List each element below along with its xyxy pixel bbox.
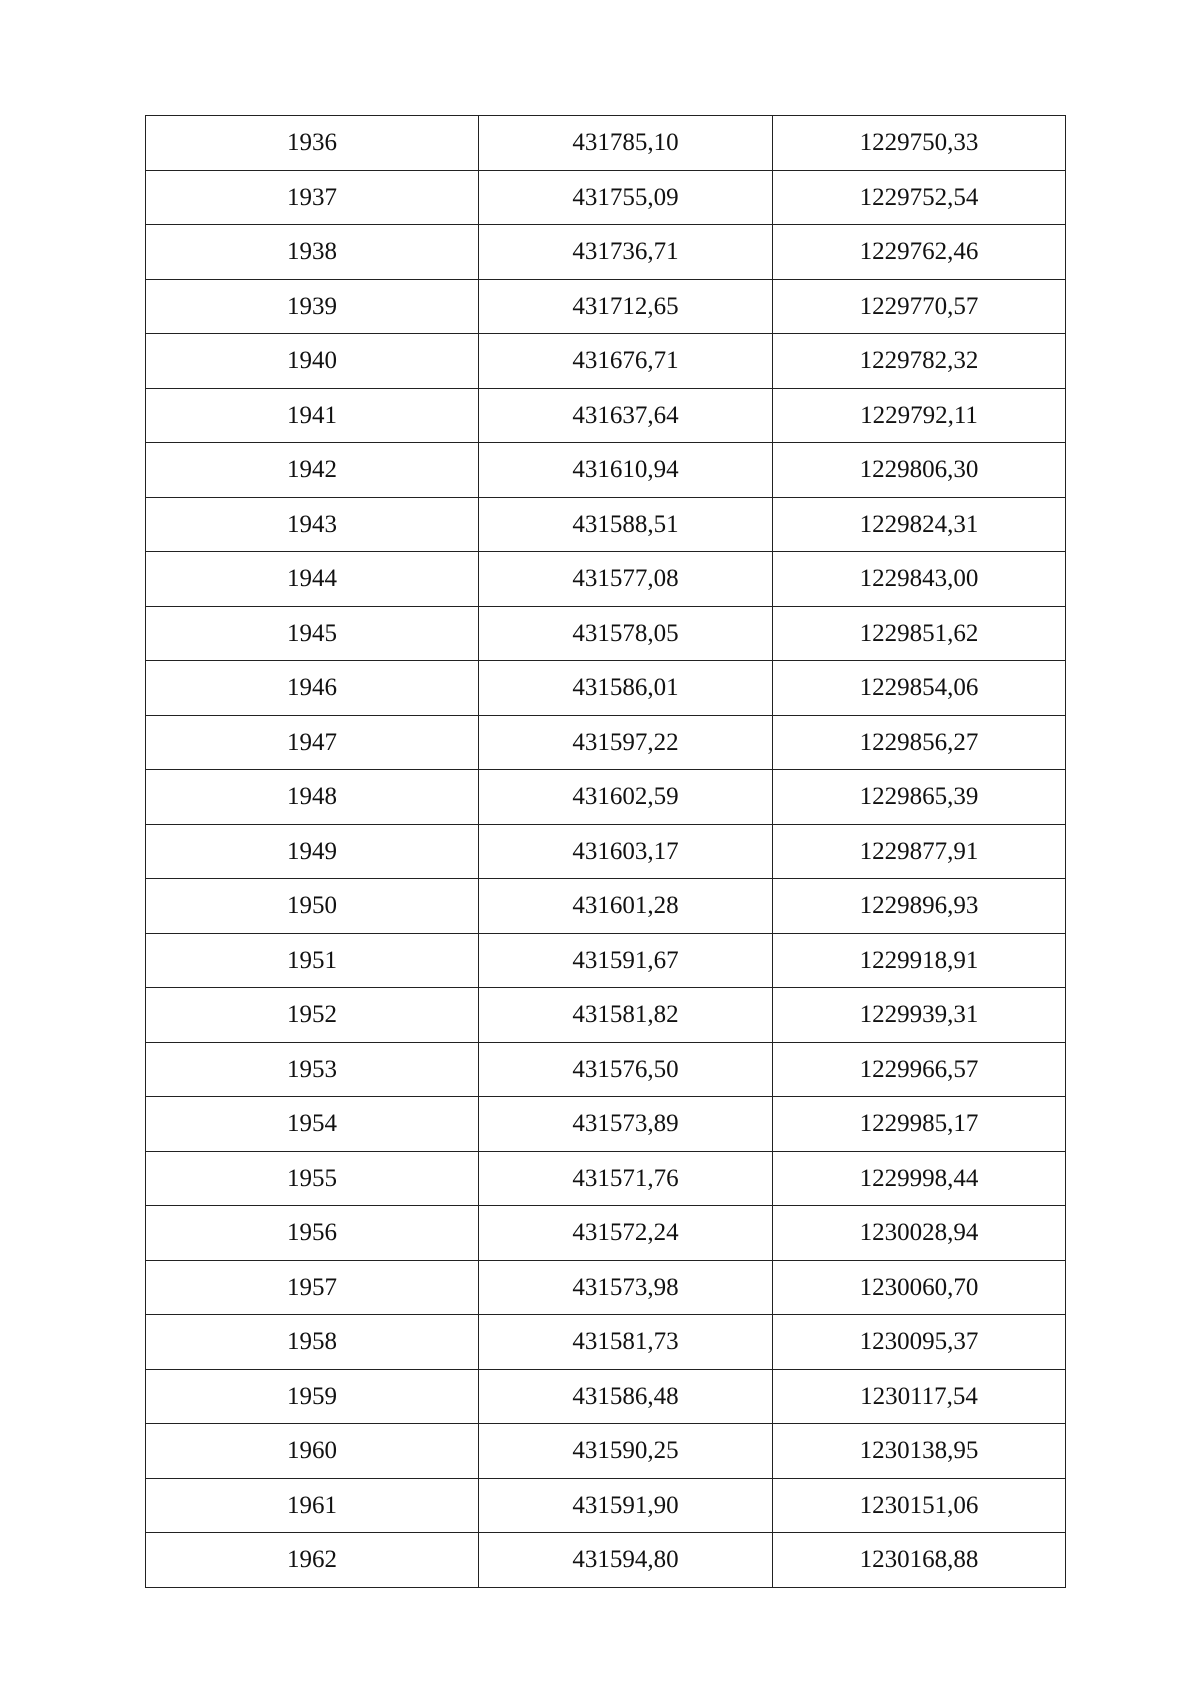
table-row <box>146 824 1066 879</box>
table-row <box>146 1151 1066 1206</box>
table-row <box>146 933 1066 988</box>
y-coordinate-cell: 1229896,93 <box>773 879 1066 934</box>
point-number-cell: 1948 <box>146 770 479 825</box>
y-coordinate-cell: 1230168,88 <box>773 1533 1066 1588</box>
table-row <box>146 715 1066 770</box>
y-coordinate-cell: 1230028,94 <box>773 1206 1066 1261</box>
y-coordinate-cell: 1229762,46 <box>773 225 1066 280</box>
point-number-cell: 1958 <box>146 1315 479 1370</box>
table-row <box>146 1478 1066 1533</box>
table-row <box>146 1097 1066 1152</box>
table-row <box>146 170 1066 225</box>
x-coordinate-cell: 431581,73 <box>479 1315 773 1370</box>
table-row <box>146 1369 1066 1424</box>
x-coordinate-cell: 431577,08 <box>479 552 773 607</box>
point-number-cell: 1961 <box>146 1478 479 1533</box>
point-number-cell: 1936 <box>146 116 479 171</box>
x-coordinate-cell: 431602,59 <box>479 770 773 825</box>
point-number-cell: 1943 <box>146 497 479 552</box>
point-number-cell: 1955 <box>146 1151 479 1206</box>
y-coordinate-cell: 1229851,62 <box>773 606 1066 661</box>
y-coordinate-cell: 1230095,37 <box>773 1315 1066 1370</box>
y-coordinate-cell: 1229806,30 <box>773 443 1066 498</box>
y-coordinate-cell: 1229770,57 <box>773 279 1066 334</box>
y-coordinate-cell: 1229998,44 <box>773 1151 1066 1206</box>
x-coordinate-cell: 431590,25 <box>479 1424 773 1479</box>
x-coordinate-cell: 431573,98 <box>479 1260 773 1315</box>
point-number-cell: 1962 <box>146 1533 479 1588</box>
coordinates-table-body <box>146 116 1066 1588</box>
x-coordinate-cell: 431576,50 <box>479 1042 773 1097</box>
x-coordinate-cell: 431586,01 <box>479 661 773 716</box>
x-coordinate-cell: 431572,24 <box>479 1206 773 1261</box>
point-number-cell: 1959 <box>146 1369 479 1424</box>
x-coordinate-cell: 431578,05 <box>479 606 773 661</box>
y-coordinate-cell: 1229939,31 <box>773 988 1066 1043</box>
y-coordinate-cell: 1230138,95 <box>773 1424 1066 1479</box>
x-coordinate-cell: 431581,82 <box>479 988 773 1043</box>
table-row <box>146 1315 1066 1370</box>
x-coordinate-cell: 431597,22 <box>479 715 773 770</box>
y-coordinate-cell: 1229985,17 <box>773 1097 1066 1152</box>
coordinates-table <box>145 115 1066 1588</box>
y-coordinate-cell: 1229752,54 <box>773 170 1066 225</box>
point-number-cell: 1953 <box>146 1042 479 1097</box>
table-row <box>146 988 1066 1043</box>
y-coordinate-cell: 1230060,70 <box>773 1260 1066 1315</box>
table-row <box>146 661 1066 716</box>
point-number-cell: 1957 <box>146 1260 479 1315</box>
point-number-cell: 1942 <box>146 443 479 498</box>
table-row <box>146 770 1066 825</box>
table-row <box>146 552 1066 607</box>
y-coordinate-cell: 1229918,91 <box>773 933 1066 988</box>
y-coordinate-cell: 1229877,91 <box>773 824 1066 879</box>
table-row <box>146 388 1066 443</box>
point-number-cell: 1939 <box>146 279 479 334</box>
table-row <box>146 334 1066 389</box>
table-row <box>146 116 1066 171</box>
y-coordinate-cell: 1229854,06 <box>773 661 1066 716</box>
point-number-cell: 1949 <box>146 824 479 879</box>
point-number-cell: 1960 <box>146 1424 479 1479</box>
table-row <box>146 606 1066 661</box>
x-coordinate-cell: 431712,65 <box>479 279 773 334</box>
point-number-cell: 1956 <box>146 1206 479 1261</box>
table-row <box>146 1533 1066 1588</box>
point-number-cell: 1944 <box>146 552 479 607</box>
x-coordinate-cell: 431603,17 <box>479 824 773 879</box>
x-coordinate-cell: 431588,51 <box>479 497 773 552</box>
y-coordinate-cell: 1229865,39 <box>773 770 1066 825</box>
y-coordinate-cell: 1229824,31 <box>773 497 1066 552</box>
x-coordinate-cell: 431610,94 <box>479 443 773 498</box>
point-number-cell: 1950 <box>146 879 479 934</box>
y-coordinate-cell: 1229856,27 <box>773 715 1066 770</box>
point-number-cell: 1937 <box>146 170 479 225</box>
point-number-cell: 1954 <box>146 1097 479 1152</box>
point-number-cell: 1951 <box>146 933 479 988</box>
x-coordinate-cell: 431571,76 <box>479 1151 773 1206</box>
point-number-cell: 1946 <box>146 661 479 716</box>
x-coordinate-cell: 431676,71 <box>479 334 773 389</box>
point-number-cell: 1947 <box>146 715 479 770</box>
point-number-cell: 1945 <box>146 606 479 661</box>
table-row <box>146 1260 1066 1315</box>
x-coordinate-cell: 431785,10 <box>479 116 773 171</box>
y-coordinate-cell: 1229966,57 <box>773 1042 1066 1097</box>
point-number-cell: 1938 <box>146 225 479 280</box>
point-number-cell: 1941 <box>146 388 479 443</box>
x-coordinate-cell: 431755,09 <box>479 170 773 225</box>
x-coordinate-cell: 431637,64 <box>479 388 773 443</box>
y-coordinate-cell: 1229750,33 <box>773 116 1066 171</box>
x-coordinate-cell: 431586,48 <box>479 1369 773 1424</box>
table-row <box>146 1206 1066 1261</box>
x-coordinate-cell: 431594,80 <box>479 1533 773 1588</box>
y-coordinate-cell: 1229782,32 <box>773 334 1066 389</box>
point-number-cell: 1940 <box>146 334 479 389</box>
y-coordinate-cell: 1229792,11 <box>773 388 1066 443</box>
table-row <box>146 1042 1066 1097</box>
table-row <box>146 443 1066 498</box>
y-coordinate-cell: 1229843,00 <box>773 552 1066 607</box>
table-row <box>146 225 1066 280</box>
table-row <box>146 1424 1066 1479</box>
x-coordinate-cell: 431573,89 <box>479 1097 773 1152</box>
x-coordinate-cell: 431736,71 <box>479 225 773 280</box>
y-coordinate-cell: 1230117,54 <box>773 1369 1066 1424</box>
y-coordinate-cell: 1230151,06 <box>773 1478 1066 1533</box>
table-row <box>146 279 1066 334</box>
table-row <box>146 879 1066 934</box>
x-coordinate-cell: 431601,28 <box>479 879 773 934</box>
point-number-cell: 1952 <box>146 988 479 1043</box>
table-row <box>146 497 1066 552</box>
x-coordinate-cell: 431591,67 <box>479 933 773 988</box>
x-coordinate-cell: 431591,90 <box>479 1478 773 1533</box>
